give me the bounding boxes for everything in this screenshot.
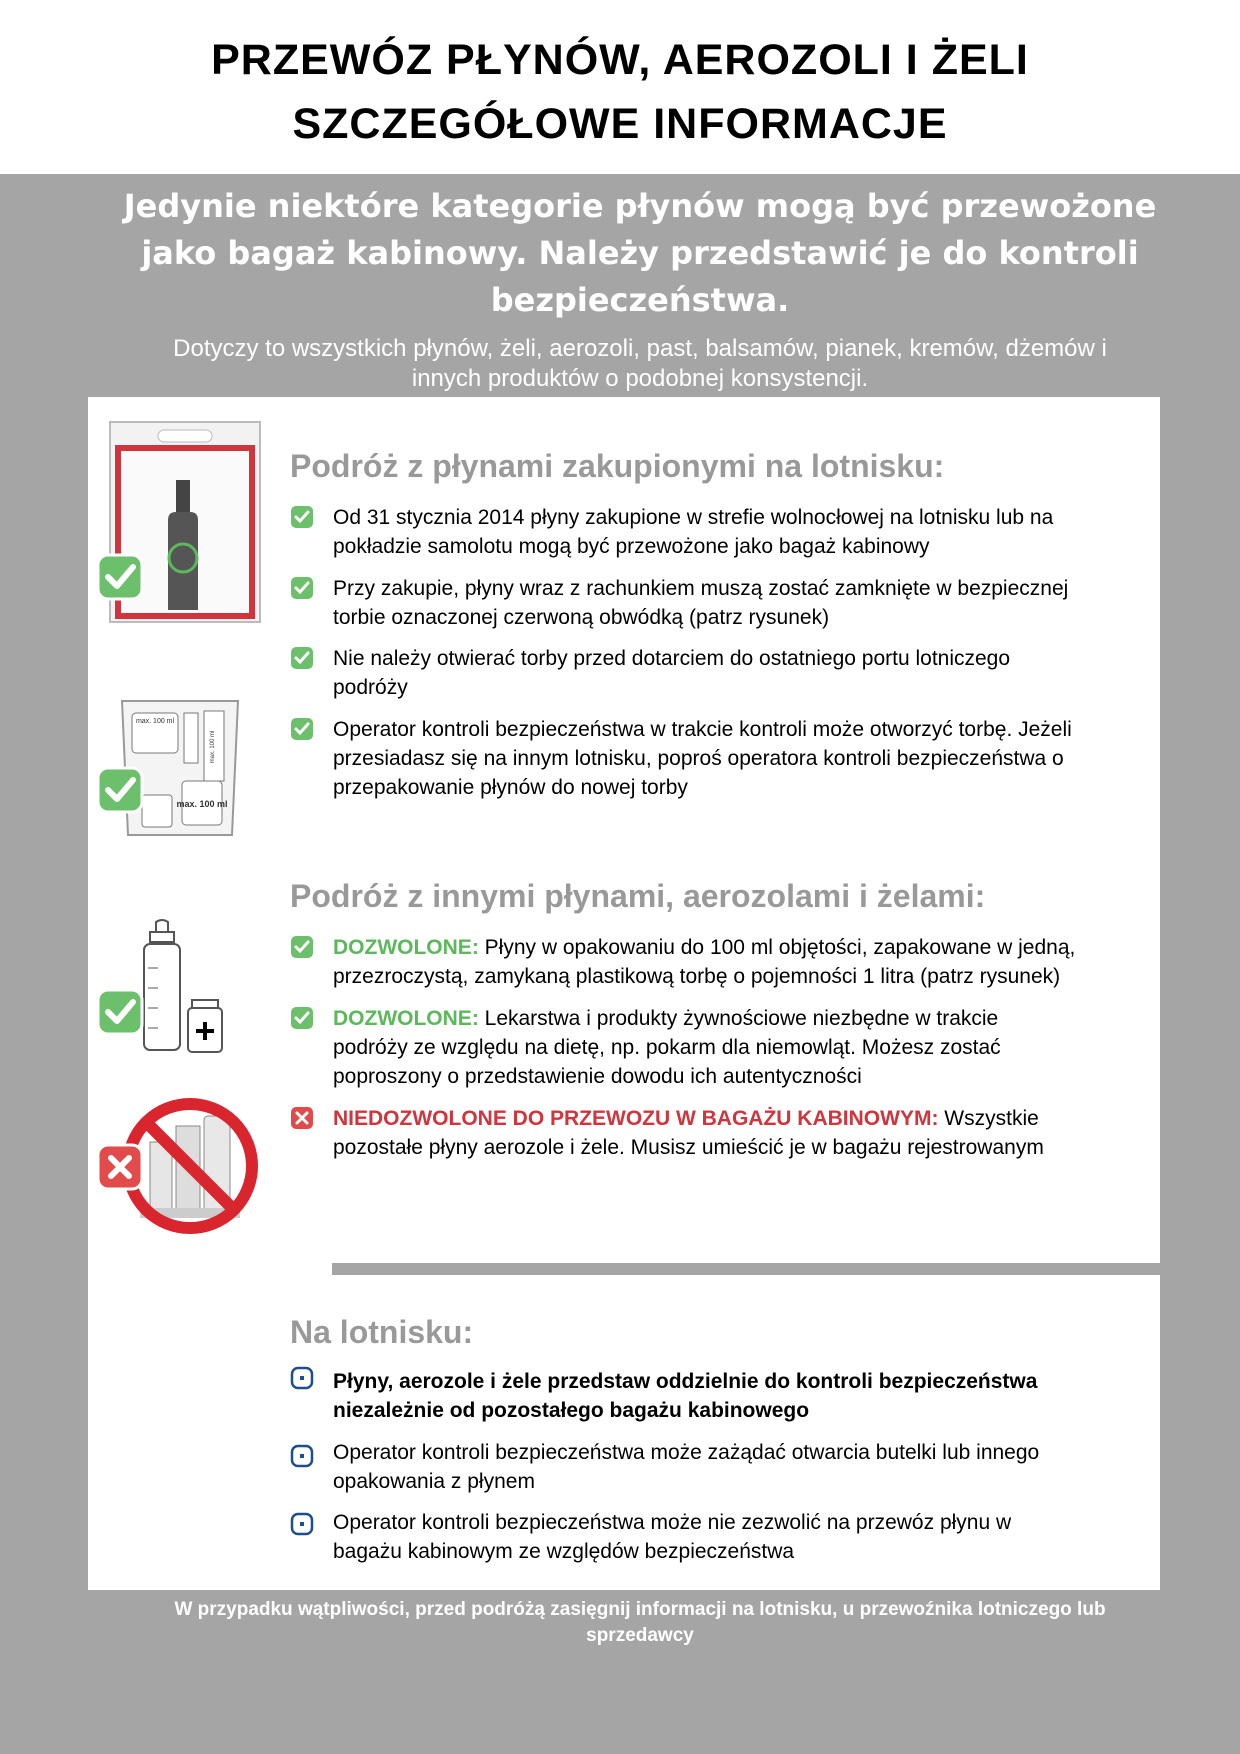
bag-label-1: max. 100 ml [135, 718, 175, 725]
baby-bottle-medicine-image [134, 918, 226, 1058]
intro-lead-1: Jedynie niektóre kategorie płynów mogą być przewożone [123, 187, 1157, 225]
check-icon [290, 717, 314, 741]
list-item: Nie należy otwierać torby przed dotarciem do ostatniego portu lotniczego podróży [333, 647, 1011, 699]
bag-label-3: max. 100 ml [176, 799, 228, 809]
section-divider [332, 1263, 1160, 1275]
cross-icon [290, 1106, 314, 1130]
check-icon [290, 935, 314, 959]
list-item: Operator kontroli bezpieczeństwa może nie zezwolić na przewóz płynu w bagażu kabinowym ze względów bezpieczeństwa [333, 1511, 1012, 1563]
bullet-square-icon [290, 1366, 314, 1390]
list-item: DOZWOLONE: Lekarstwa i produkty żywnościowe niezbędne w trakcie podróży ze względu na dietę, np. pokarm dla niemowląt. Możesz zostać poproszony o przedstawienie dowodu ich autentyczności [333, 1007, 1001, 1088]
intro-sub-1: Dotyczy to wszystkich płynów, żeli, aerozoli, past, balsamów, pianek, kremów, dżemów i [173, 335, 1107, 362]
footer-note: W przypadku wątpliwości, przed podróżą zasięgnij informacji na lotnisku, u przewoźnika lotniczego lub sprzedawcy [174, 1599, 1106, 1646]
page-title: PRZEWÓZ PŁYNÓW, AEROZOLI I ŻELI [211, 36, 1029, 84]
list-item: Operator kontroli bezpieczeństwa w trakcie kontroli może otworzyć torbę. Jeżeli przesiadasz się na innym lotnisku, poproś operatora kontroli bezpieczeństwa o przepakowanie płynów do nowej torby [333, 718, 1072, 799]
list-item: Płyny, aerozole i żele przedstaw oddzielnie do kontroli bezpieczeństwa niezależnie od pozostałego bagażu kabinowego [333, 1370, 1038, 1422]
section-heading-duty-free: Podróż z płynami zakupionymi na lotnisku: [290, 448, 945, 484]
check-icon [290, 1006, 314, 1030]
check-icon [96, 553, 144, 601]
check-icon [290, 576, 314, 600]
list-item: Operator kontroli bezpieczeństwa może zażądać otwarcia butelki lub innego opakowania z płynem [333, 1441, 1040, 1493]
list-item: Przy zakupie, płyny wraz z rachunkiem muszą zostać zamknięte w bezpiecznej torbie oznaczonej czerwoną obwódką (patrz rysunek) [333, 577, 1069, 629]
list-item: Od 31 stycznia 2014 płyny zakupione w strefie wolnocłowej na lotnisku lub na pokładzie samolotu mogą być przewożone jako bagaż kabinowy [333, 506, 1054, 558]
check-icon [96, 766, 144, 814]
bullet-square-icon [290, 1444, 314, 1468]
section-heading-other-liquids: Podróż z innymi płynami, aerozolami i żelami: [290, 878, 986, 914]
check-icon [96, 988, 144, 1036]
bag-label-2: max. 100 ml [210, 730, 216, 764]
page-subtitle: SZCZEGÓŁOWE INFORMACJE [292, 100, 948, 148]
bullet-square-icon [290, 1512, 314, 1536]
intro-lead-2: jako bagaż kabinowy. Należy przedstawić je do kontroli [141, 234, 1139, 272]
check-icon [290, 505, 314, 529]
list-item: NIEDOZWOLONE DO PRZEWOZU W BAGAŻU KABINOWYM: Wszystkie pozostałe płyny aerozole i żele. Musisz umieścić je w bagażu rejestrowanym [333, 1107, 1044, 1159]
cross-icon [96, 1143, 144, 1191]
intro-lead-3: bezpieczeństwa. [490, 281, 790, 319]
list-item: DOZWOLONE: Płyny w opakowaniu do 100 ml objętości, zapakowane w jedną, przezroczystą, zamykaną plastikową torbę o pojemności 1 litra (patrz rysunek) [333, 936, 1076, 988]
intro-sub-2: innych produktów o podobnej konsystencji. [411, 365, 869, 392]
section-heading-at-airport: Na lotnisku: [290, 1314, 474, 1350]
check-icon [290, 646, 314, 670]
